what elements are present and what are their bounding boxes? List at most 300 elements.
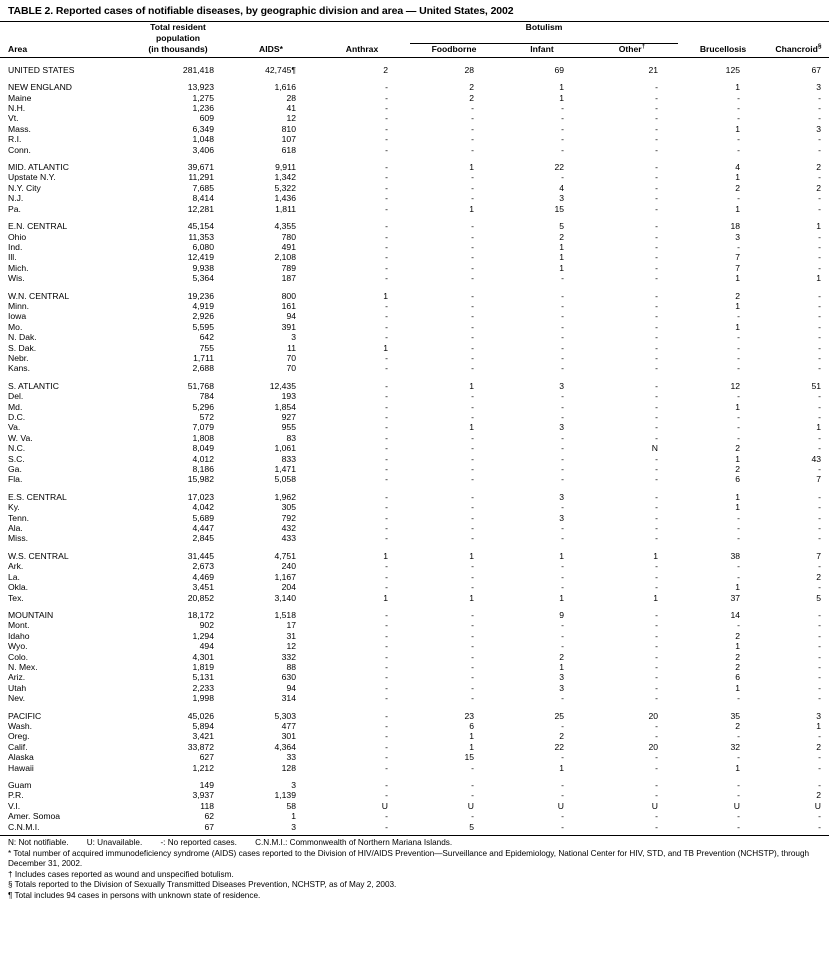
cell-other: N [651,443,659,454]
cell-brucellosis: 3 [735,231,741,242]
cell-anthrax: - [385,391,388,402]
cell-aids: 810 [281,123,296,134]
cell-brucellosis: 1 [735,273,741,284]
cell-other: - [655,134,659,145]
table-row [0,780,829,790]
cell-area: Mo. [8,321,23,332]
table-row [0,513,829,523]
cell-anthrax: - [385,172,388,183]
cell-area: Nebr. [8,352,29,363]
cell-aids: 5,322 [274,182,296,193]
botulism-underline-row [0,33,829,43]
cell-infant: - [561,821,564,832]
cell-pop: 1,212 [192,762,214,773]
cell-brucellosis: 1 [735,641,741,652]
cell-chancroid: - [818,651,822,662]
table-row [0,381,829,391]
cell-anthrax: - [385,630,388,641]
header-aids: AIDS* [259,44,283,55]
cell-infant: 1 [559,241,564,252]
cell-infant: - [561,290,564,301]
cell-area: Wis. [8,273,25,284]
cell-chancroid: - [818,512,822,523]
cell-brucellosis: 1 [735,321,741,332]
cell-anthrax: - [385,363,388,374]
cell-other: - [655,609,659,620]
cell-aids: 4,364 [274,741,296,752]
cell-aids: 618 [281,144,296,155]
cell-brucellosis: 14 [730,609,741,620]
cell-area: Upstate N.Y. [8,172,56,183]
table-row [0,464,829,474]
cell-brucellosis: 7 [735,262,741,273]
cell-infant: - [561,123,564,134]
cell-other: - [655,731,659,742]
cell-foodborne: - [471,620,474,631]
cell-anthrax: - [385,332,388,343]
cell-area: MID. ATLANTIC [8,162,69,173]
cell-area: S. ATLANTIC [8,380,59,391]
cell-area: Conn. [8,144,31,155]
cell-chancroid: - [818,311,822,322]
table-row [0,711,829,721]
cell-area: Pa. [8,203,21,214]
cell-aids: 31 [286,630,296,641]
cell-brucellosis: 1 [735,502,741,513]
cell-area: Nev. [8,693,26,704]
row-spacer [0,544,829,551]
cell-chancroid: - [818,523,822,534]
cell-chancroid: 3 [816,123,822,134]
cell-pop: 18,172 [187,609,214,620]
cell-brucellosis: - [737,693,741,704]
cell-brucellosis: 18 [730,221,741,232]
table-row [0,172,829,182]
cell-brucellosis: 2 [735,630,741,641]
cell-brucellosis: 2 [735,443,741,454]
cell-foodborne: - [471,321,474,332]
cell-other: - [655,720,659,731]
cell-pop: 19,236 [187,290,214,301]
cell-brucellosis: - [737,412,741,422]
cell-aids: 88 [286,661,296,672]
cell-foodborne: - [471,103,474,114]
cell-pop: 5,131 [192,672,214,683]
table-row [0,474,829,484]
cell-brucellosis: 125 [725,64,741,75]
header-spacer [0,58,829,65]
cell-chancroid: - [818,821,822,832]
cell-anthrax: - [385,641,388,652]
cell-area: Ind. [8,241,23,252]
cell-chancroid: - [818,113,822,124]
cell-chancroid: 2 [816,571,822,582]
cell-chancroid: 1 [816,720,822,731]
table-row [0,422,829,432]
cell-chancroid: 51 [811,380,822,391]
cell-anthrax: - [385,273,388,284]
cell-area: Mass. [8,123,31,134]
cell-aids: 193 [281,391,296,402]
cell-infant: - [561,752,564,763]
cell-foodborne: 5 [469,821,474,832]
cell-aids: 630 [281,672,296,683]
cell-aids: 1,616 [274,82,296,93]
cell-foodborne: - [471,391,474,402]
cell-aids: 12,435 [269,380,296,391]
cell-pop: 4,301 [192,651,214,662]
cell-pop: 5,364 [192,273,214,284]
cell-brucellosis: - [737,561,741,572]
cell-other: - [655,464,659,475]
cell-brucellosis: 7 [735,252,741,263]
cell-area: UNITED STATES [8,64,75,75]
cell-brucellosis: - [737,134,741,145]
cell-foodborne: 1 [469,741,474,752]
cell-infant: 1 [559,592,564,603]
cell-pop: 4,012 [192,453,214,464]
cell-foodborne: - [471,630,474,641]
cell-pop: 33,872 [187,741,214,752]
cell-infant: - [561,332,564,343]
cell-pop: 2,926 [192,311,214,322]
cell-infant: - [561,630,564,641]
cell-chancroid: - [818,342,822,353]
table-row [0,801,829,811]
table-row [0,183,829,193]
cell-foodborne: - [471,571,474,582]
table-row [0,811,829,821]
cell-aids: 780 [281,231,296,242]
cell-infant: 1 [559,262,564,273]
cell-area: Tenn. [8,512,30,523]
cell-area: Calif. [8,741,28,752]
cell-foodborne: - [471,641,474,652]
cell-pop: 12,419 [187,252,214,263]
table-row [0,343,829,353]
cell-infant: 3 [559,193,564,204]
cell-infant: 3 [559,512,564,523]
cell-aids: 1,342 [274,172,296,183]
cell-area: Md. [8,401,23,412]
cell-chancroid: - [818,352,822,363]
table-row [0,822,829,832]
table-row [0,610,829,620]
cell-pop: 15,982 [187,474,214,485]
cell-anthrax: - [385,113,388,124]
cell-area: S.C. [8,453,25,464]
cell-foodborne: - [471,123,474,134]
cell-brucellosis: 32 [730,741,741,752]
footnote-other-botulism: † Includes cases reported as wound and unspecified botulism. [8,869,234,879]
cell-foodborne: - [471,300,474,311]
cell-other: - [655,821,659,832]
cell-other: - [655,321,659,332]
cell-other: - [655,682,659,693]
cell-other: - [655,290,659,301]
cell-anthrax: - [385,92,388,103]
cell-pop: 784 [199,391,214,402]
cell-foodborne: 1 [469,592,474,603]
cell-pop: 4,469 [192,571,214,582]
cell-other: - [655,221,659,232]
cell-aids: 33 [286,752,296,763]
cell-pop: 1,275 [192,92,214,103]
cell-pop: 627 [199,752,214,763]
cell-brucellosis: - [737,193,741,204]
cell-anthrax: - [385,474,388,485]
table-row [0,443,829,453]
cell-other: - [655,352,659,363]
botulism-group-row [0,22,829,33]
table-row [0,145,829,155]
cell-area: Minn. [8,300,30,311]
table-row [0,291,829,301]
cell-anthrax: - [385,523,388,534]
cell-anthrax: - [385,502,388,513]
cell-infant: - [561,811,564,822]
cell-area: Oreg. [8,731,30,742]
cell-anthrax: - [385,672,388,683]
cell-aids: 240 [281,561,296,572]
cell-aids: 3 [291,780,296,790]
cell-other: - [655,391,659,402]
cell-chancroid: 1 [816,273,822,284]
cell-area: Vt. [8,113,19,124]
cell-brucellosis: - [737,113,741,124]
cell-area: Miss. [8,533,29,544]
row-spacer [0,75,829,82]
cell-aids: 2,108 [274,252,296,263]
cell-aids: 70 [286,352,296,363]
cell-other: - [655,533,659,544]
cell-pop: 7,685 [192,182,214,193]
cell-brucellosis: 1 [735,203,741,214]
table-row [0,572,829,582]
cell-infant: 3 [559,422,564,433]
table-row [0,252,829,262]
cell-chancroid: - [818,443,822,454]
cell-chancroid: - [818,321,822,332]
cell-anthrax: - [385,731,388,742]
cell-brucellosis: - [737,731,741,742]
cell-pop: 45,154 [187,221,214,232]
cell-foodborne: - [471,682,474,693]
cell-other: - [655,641,659,652]
cell-brucellosis: - [737,311,741,322]
cell-brucellosis: - [737,103,741,114]
header-area: Area [8,44,28,55]
cell-pop: 67 [204,821,214,832]
cell-other: - [655,780,659,790]
cell-infant: - [561,474,564,485]
cell-infant: - [561,321,564,332]
cell-chancroid: - [818,103,822,114]
table-body [0,65,829,832]
cell-aids: 4,751 [274,550,296,561]
cell-chancroid: - [818,391,822,402]
cell-aids: 42,745¶ [265,64,296,75]
cell-pop: 11,291 [188,172,214,183]
cell-other: - [655,162,659,173]
cell-anthrax: - [385,752,388,763]
cell-infant: 3 [559,380,564,391]
cell-chancroid: - [818,752,822,763]
cell-brucellosis: 6 [735,672,741,683]
cell-infant: 2 [559,651,564,662]
cell-area: Del. [8,391,24,402]
cell-infant: - [561,273,564,284]
cell-brucellosis: 1 [735,491,741,502]
cell-aids: 28 [286,92,296,103]
cell-other: U [651,800,659,811]
cell-chancroid: 7 [816,474,822,485]
cell-pop: 8,049 [192,443,214,454]
footnote-chancroid: § Totals reported to the Division of Sexually Transmitted Diseases Prevention, NCHSTP, as of May 2, 2003. [8,880,397,890]
cell-foodborne: - [471,512,474,523]
cell-anthrax: - [385,182,388,193]
table-row [0,752,829,762]
cell-anthrax: - [385,300,388,311]
cell-aids: 3 [291,332,296,343]
cell-infant: 15 [554,203,564,214]
cell-pop: 17,023 [187,491,214,502]
page-title: TABLE 2. Reported cases of notifiable diseases, by geographic division and area — United States, 2002 [8,5,514,17]
cell-chancroid: U [814,800,822,811]
cell-pop: 3,421 [192,731,214,742]
table-row [0,322,829,332]
cell-brucellosis: U [733,800,741,811]
cell-infant: - [561,620,564,631]
cell-brucellosis: - [737,332,741,343]
cell-foodborne: - [471,561,474,572]
cell-area: Amer. Somoa [8,811,61,822]
cell-area: S. Dak. [8,342,37,353]
cell-brucellosis: 6 [735,474,741,485]
cell-area: Utah [8,682,27,693]
cell-aids: 94 [286,311,296,322]
cell-foodborne: - [471,672,474,683]
cell-other: - [655,474,659,485]
table-row [0,82,829,92]
cell-pop: 6,349 [192,123,214,134]
cell-area: D.C. [8,412,26,422]
cell-anthrax: - [385,231,388,242]
cell-anthrax: 1 [383,550,388,561]
cell-pop: 5,689 [192,512,214,523]
cell-chancroid: - [818,582,822,593]
cell-foodborne: 23 [464,710,474,721]
cell-infant: - [561,144,564,155]
cell-foodborne: - [471,762,474,773]
cell-chancroid: 67 [811,64,822,75]
cell-other: - [655,512,659,523]
cell-infant: 22 [554,162,564,173]
cell-foodborne: - [471,113,474,124]
cell-brucellosis: - [737,790,741,801]
cell-pop: 51,768 [187,380,214,391]
cell-brucellosis: - [737,342,741,353]
cell-chancroid: - [818,290,822,301]
cell-infant: - [561,342,564,353]
cell-foodborne: 15 [464,752,474,763]
cell-aids: 12 [286,641,296,652]
cell-infant: - [561,790,564,801]
cell-aids: 391 [281,321,296,332]
table-row [0,124,829,134]
cell-anthrax: - [385,134,388,145]
cell-aids: 432 [281,523,296,534]
cell-pop: 572 [199,412,214,422]
cell-foodborne: - [471,290,474,301]
cell-area: N. Dak. [8,332,37,343]
cell-anthrax: - [385,380,388,391]
cell-infant: 1 [559,661,564,672]
cell-area: Va. [8,422,21,433]
cell-infant: - [561,401,564,412]
cell-other: - [655,561,659,572]
cell-other: - [655,432,659,443]
cell-anthrax: - [385,241,388,252]
cell-infant: 4 [559,182,564,193]
cell-chancroid: - [818,672,822,683]
cell-area: Idaho [8,630,30,641]
cell-chancroid: - [818,661,822,672]
cell-foodborne: - [471,453,474,464]
cell-pop: 31,445 [187,550,214,561]
cell-foodborne: - [471,502,474,513]
cell-foodborne: - [471,182,474,193]
cell-infant: - [561,571,564,582]
cell-brucellosis: - [737,512,741,523]
cell-aids: 1,167 [274,571,296,582]
cell-foodborne: - [471,651,474,662]
cell-anthrax: - [385,193,388,204]
cell-aids: 301 [281,731,296,742]
cell-area: Ga. [8,464,22,475]
cell-pop: 1,998 [192,693,214,704]
cell-anthrax: - [385,453,388,464]
table-row [0,412,829,422]
table-row [0,502,829,512]
cell-anthrax: - [385,821,388,832]
cell-other: - [655,113,659,124]
cell-pop: 902 [199,620,214,631]
cell-aids: 17 [286,620,296,631]
table-row [0,93,829,103]
cell-brucellosis: 2 [735,290,741,301]
table-row [0,65,829,75]
cell-other: 21 [648,64,659,75]
cell-anthrax: - [385,741,388,752]
cell-pop: 4,042 [192,502,214,513]
cell-area: Hawaii [8,762,34,773]
table-row [0,593,829,603]
cell-foodborne: - [471,193,474,204]
cell-foodborne: 1 [469,550,474,561]
cell-chancroid: - [818,693,822,704]
cell-area: Wash. [8,720,33,731]
cell-chancroid: 2 [816,162,822,173]
cell-foodborne: - [471,252,474,263]
cell-aids: 1,854 [274,401,296,412]
cell-area: Ark. [8,561,24,572]
cell-chancroid: - [818,762,822,773]
cell-pop: 1,808 [192,432,214,443]
cell-other: - [655,103,659,114]
cell-other: 1 [653,592,659,603]
cell-brucellosis: 1 [735,300,741,311]
